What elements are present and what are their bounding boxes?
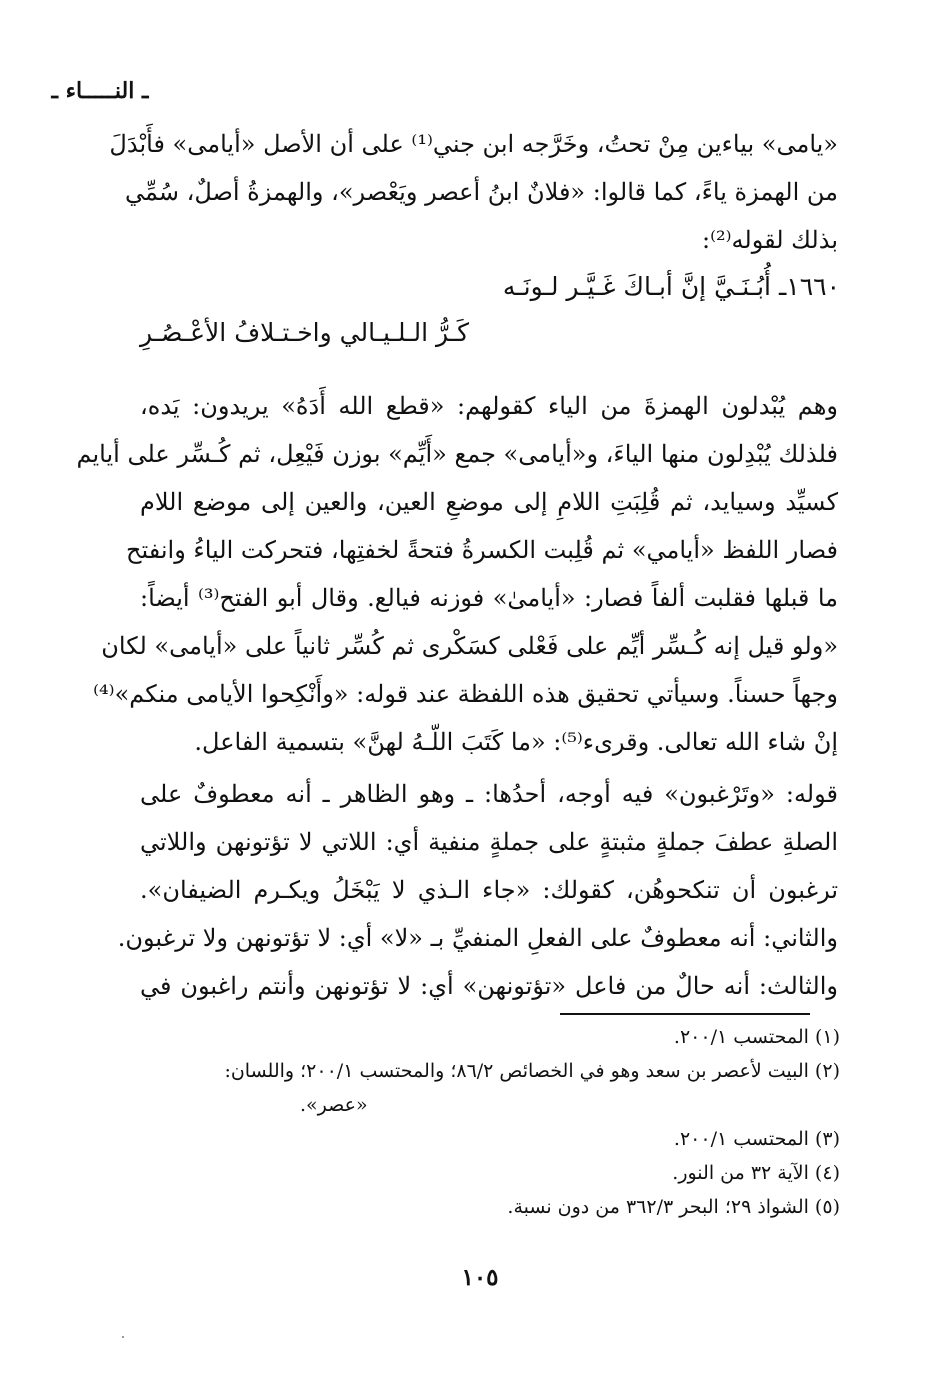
text-line: «ولو قيل إنه كُـسِّر أيِّم على فَعْلى كسَكْرى ثم كُسِّر ثانياً على «أيامى» لكان — [101, 632, 838, 660]
paragraph-1 — [109, 120, 838, 264]
text-line: إنْ شاء الله تعالى. وقرىء⁽⁵⁾: «ما كَتَبَ اللّـهُ لهنَّ» بتسمية الفاعل. — [194, 728, 838, 756]
text-line: ما قبلها فقلبت ألفاً فصار: «أيامىٰ» فوزنه فيالع. وقال أبو الفتح⁽³⁾ أيضاً: — [140, 584, 838, 612]
text-line: فصار اللفظ «أيامي» ثم قُلِبت الكسرةُ فتحةً لخفتِها، فتحركت الياءُ وانفتح — [125, 536, 838, 564]
text-line: قوله: «وتَرْغبون» فيه أوجه، أحدُها: ـ وهو الظاهر ـ أنه معطوفٌ على — [140, 780, 838, 808]
page-number: ١٠٥ — [461, 1264, 499, 1291]
footnote-5: (٥) الشواذ ٢٩؛ البحر ٣٦٢/٣ من دون نسبة. — [507, 1196, 840, 1218]
footnote-divider — [560, 1013, 810, 1015]
footnote-2-continuation: «عصر». — [300, 1094, 368, 1116]
verse-second-hemistich: كَـرُّ الـلـيـالي واخـتـلافُ الأعْـصُـرِ — [140, 318, 470, 347]
scan-speck — [122, 1336, 124, 1338]
paragraph-3 — [117, 770, 839, 1010]
text-line: وجهاً حسناً. وسيأتي تحقيق هذه اللفظة عند قوله: «وأَنْكِحوا الأيامى منكم»⁽⁴⁾ — [93, 680, 838, 708]
text-line: والثالث: أنه حالٌ من فاعل «تؤتونهن» أي: لا تؤتونهن وأنتم راغبون في — [140, 972, 838, 1000]
running-header: ـ النـــــاء ـ — [51, 78, 149, 104]
text-line: من الهمزة ياءً، كما قالوا: «فلانٌ ابنُ أعصر ويَعْصر»، والهمزةُ أصلٌ، سُمِّي — [124, 178, 838, 206]
text-line: بذلك لقوله⁽²⁾: — [702, 226, 838, 254]
text-line: ترغبون أن تنكحوهُن، كقولك: «جاء الـذي لا يَبْخَلُ ويكـرم الضيفان». — [140, 876, 839, 904]
text-line: فلذلك يُبْدِلون منها الياءَ، و«أيامى» جمع «أَيِّم» بوزن فَيْعِل، ثم كُـسِّر على أيايم — [76, 440, 838, 468]
text-line: والثاني: أنه معطوفٌ على الفعلِ المنفيِّ بـ «لا» أي: لا تؤتونهن ولا ترغبون. — [117, 924, 838, 952]
text-line: كسيِّد وسيايد، ثم قُلِبَتِ اللامِ إلى موضعِ العين، والعين إلى موضع اللام — [140, 488, 838, 516]
footnotes — [140, 1020, 840, 1224]
text-line: الصلةِ عطفَ جملةٍ مثبتةٍ على جملةٍ منفية أي: اللاتي لا تؤتونهن واللاتي — [140, 828, 838, 856]
footnote-2: (٢) البيت لأعصر بن سعد وهو في الخصائص ٨٦/٢؛ والمحتسب ٢٠٠/١؛ واللسان: — [224, 1060, 840, 1082]
verse-first-hemistich: ١٦٦٠ـ أُبُـنَـيَّ إنَّ أبـاكَ غَـيَّـر لـونَـه — [502, 272, 840, 301]
footnote-3: (٣) المحتسب ٢٠٠/١. — [673, 1128, 840, 1150]
paragraph-2 — [76, 382, 838, 766]
text-line: «يامى» بياءين مِنْ تحتُ، وخَرَّجه ابن جني⁽¹⁾ على أن الأصل «أيامى» فأَبْدَلَ — [109, 130, 838, 158]
footnote-4: (٤) الآية ٣٢ من النور. — [672, 1162, 840, 1184]
text-line: وهم يُبْدلون الهمزةَ من الياء كقولهم: «قطع الله أَدَهُ» يريدون: يَده، — [140, 392, 838, 420]
footnote-1: (١) المحتسب ٢٠٠/١. — [673, 1026, 840, 1048]
